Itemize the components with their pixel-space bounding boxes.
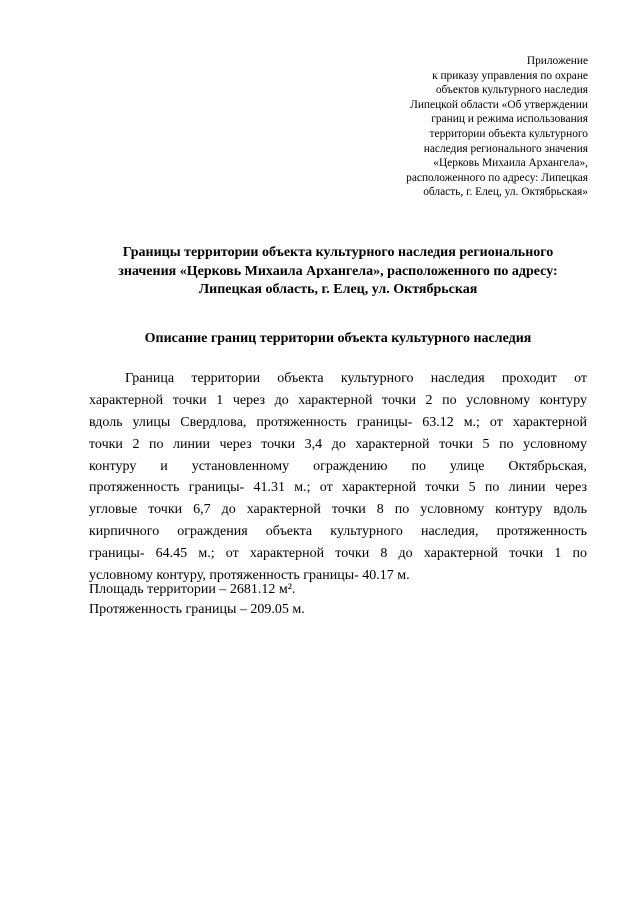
- title-line: Границы территории объекта культурного наследия регионального: [122, 245, 554, 260]
- description-line: границы- 64.45 м.; от характерной точки 8 до характерной точки 1 по: [89, 546, 587, 562]
- title-line: Липецкая область, г. Елец, ул. Октябрьская: [198, 282, 478, 297]
- description-line: угловые точки 6,7 до характерной точки 8 по условному контуру вдоль: [89, 502, 587, 518]
- appendix-line: область, г. Елец, ул. Октябрьская»: [423, 186, 588, 199]
- boundary-length: Протяженность границы – 209.05 м.: [89, 602, 305, 617]
- description-line: точки 2 по линии через точки 3,4 до характерной точки 5 по условному: [89, 436, 587, 452]
- appendix-line: территории объекта культурного: [429, 127, 588, 140]
- appendix-line: Приложение: [526, 55, 588, 67]
- appendix-line: расположенного по адресу: Липецкая: [406, 171, 588, 184]
- territory-summary: [89, 580, 587, 620]
- document-title: [88, 244, 588, 300]
- description-line: контуру и установленному ограждению по улице Октябрьская,: [89, 458, 587, 474]
- title-line: значения «Церковь Михаила Архангела», расположенного по адресу:: [118, 263, 558, 279]
- description-line: характерной точки 1 через до характерной точки 2 по условному контуру: [89, 392, 587, 408]
- boundary-description: [89, 368, 587, 587]
- territory-area: Площадь территории – 2681.12 м².: [89, 582, 296, 597]
- description-line: вдоль улицы Свердлова, протяженность границы- 63.12 м.; от характерной: [89, 414, 587, 430]
- description-line: Граница территории объекта культурного наследия проходит от: [125, 371, 587, 386]
- appendix-note: [330, 54, 588, 200]
- section-heading: Описание границ территории объекта культурного наследия: [144, 331, 532, 346]
- description-line: протяженность границы- 41.31 м.; от характерной точки 5 по линии через: [89, 480, 587, 496]
- appendix-line: Липецкой области «Об утверждении: [410, 98, 588, 111]
- appendix-line: «Церковь Михаила Архангела»,: [433, 157, 588, 170]
- description-line: условному контуру, протяженность границы- 40.17 м.: [89, 568, 410, 584]
- appendix-line: наследия регионального значения: [423, 142, 588, 155]
- appendix-line: к приказу управления по охране: [432, 69, 588, 82]
- appendix-line: границ и режима использования: [431, 113, 588, 126]
- description-line: кирпичного ограждения объекта культурного наследия, протяженность: [89, 524, 587, 540]
- appendix-line: объектов культурного наследия: [435, 84, 588, 97]
